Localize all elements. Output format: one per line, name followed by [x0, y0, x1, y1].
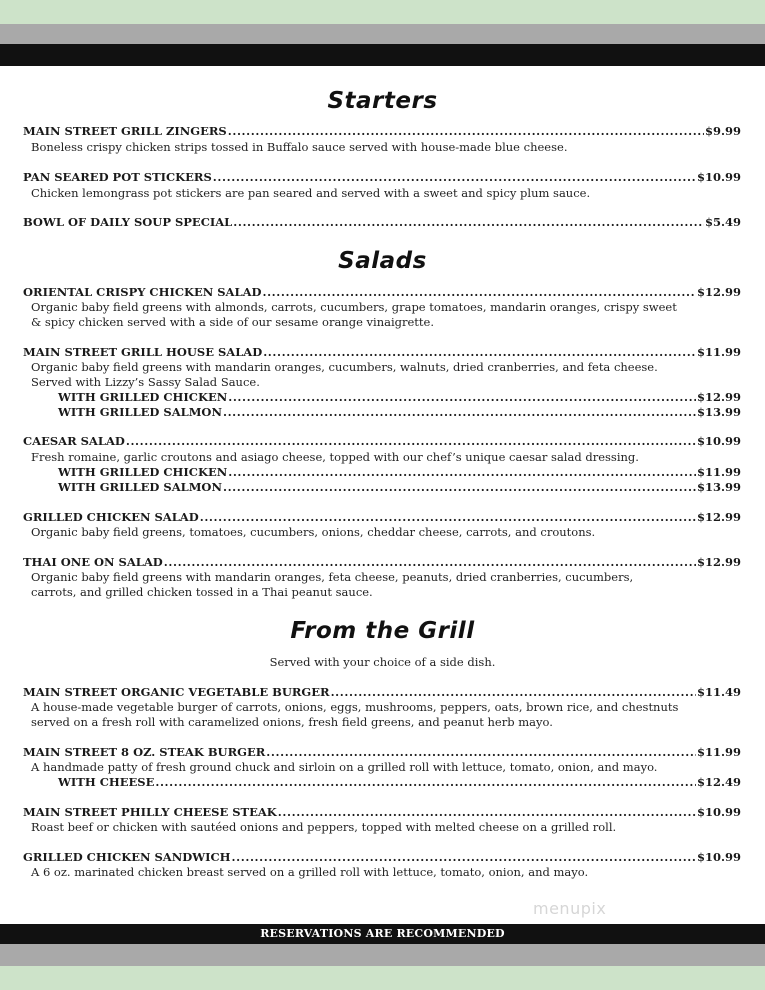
- item-name: MAIN STREET GRILL HOUSE SALAD: [23, 345, 263, 359]
- addon-name: WITH GRILLED CHICKEN: [58, 390, 228, 404]
- item-price: $10.99: [696, 805, 741, 819]
- menu-addon: [58, 405, 741, 419]
- item-price: $11.99: [696, 345, 741, 359]
- item-price: $10.99: [696, 850, 741, 864]
- item-price: $12.99: [696, 510, 741, 524]
- grill-title: From the Grill: [290, 618, 475, 644]
- menu-item: [23, 434, 741, 448]
- menu-addon: [58, 775, 741, 789]
- menu-item: [23, 215, 741, 229]
- addon-price: $13.99: [696, 405, 741, 419]
- menu-item: [23, 510, 741, 524]
- item-name: BOWL OF DAILY SOUP SPECIAL: [23, 215, 233, 229]
- item-description: Organic baby field greens with almonds, carrots, cucumbers, grape tomatoes, mandarin oranges, crispy sweet: [31, 300, 677, 314]
- salads-title: Salads: [338, 248, 427, 274]
- item-price: $11.99: [696, 745, 741, 759]
- menu-addon: [58, 465, 741, 479]
- menu-item: [23, 285, 741, 299]
- item-description: Roast beef or chicken with sautéed onions and peppers, topped with melted cheese on a grilled roll.: [31, 820, 617, 834]
- item-price: $11.49: [696, 685, 741, 699]
- item-description: Fresh romaine, garlic croutons and asiago cheese, topped with our chef’s unique caesar salad dressing.: [31, 450, 639, 464]
- menu-item: [23, 170, 741, 184]
- item-price: $10.99: [696, 170, 741, 184]
- item-name: ORIENTAL CRISPY CHICKEN SALAD: [23, 285, 262, 299]
- menu-addon: [58, 390, 741, 404]
- menu-item: [23, 805, 741, 819]
- menu-item: [23, 124, 741, 138]
- reservations-notice: RESERVATIONS ARE RECOMMENDED: [260, 927, 505, 940]
- menu-item: [23, 555, 741, 569]
- menu-item: [23, 345, 741, 359]
- item-description: Boneless crispy chicken strips tossed in Buffalo sauce served with house-made blue cheese.: [31, 140, 568, 154]
- item-price: $12.99: [696, 555, 741, 569]
- item-description: Organic baby field greens, tomatoes, cucumbers, onions, cheddar cheese, carrots, and croutons.: [31, 525, 596, 539]
- item-description: Organic baby field greens with mandarin oranges, feta cheese, peanuts, dried cranberries, cucumbers,: [31, 570, 634, 584]
- bottom-gray-band: [0, 944, 765, 966]
- item-name: GRILLED CHICKEN SANDWICH: [23, 850, 231, 864]
- item-name: PAN SEARED POT STICKERS: [23, 170, 212, 184]
- addon-price: $11.99: [696, 465, 741, 479]
- item-price: $5.49: [704, 215, 741, 229]
- item-name: CAESAR SALAD: [23, 434, 125, 448]
- addon-name: WITH GRILLED SALMON: [58, 480, 222, 494]
- addon-name: WITH GRILLED CHICKEN: [58, 465, 228, 479]
- item-price: $9.99: [704, 124, 741, 138]
- item-price: $12.99: [696, 285, 741, 299]
- menu-addon: [58, 480, 741, 494]
- top-black-band: [0, 44, 765, 66]
- grill-subtitle: Served with your choice of a side dish.: [269, 655, 496, 669]
- addon-price: $12.49: [696, 775, 741, 789]
- item-name: THAI ONE ON SALAD: [23, 555, 163, 569]
- item-price: $10.99: [696, 434, 741, 448]
- item-description: served on a fresh roll with caramelized onions, fresh field greens, and peanut herb mayo.: [31, 715, 553, 729]
- item-description: carrots, and grilled chicken tossed in a Thai peanut sauce.: [31, 585, 373, 599]
- item-name: MAIN STREET ORGANIC VEGETABLE BURGER: [23, 685, 330, 699]
- addon-price: $13.99: [696, 480, 741, 494]
- item-name: MAIN STREET 8 OZ. STEAK BURGER: [23, 745, 266, 759]
- menupix-watermark: menupix: [533, 899, 607, 918]
- starters-title: Starters: [327, 88, 438, 114]
- item-description: & spicy chicken served with a side of our sesame orange vinaigrette.: [31, 315, 435, 329]
- item-description: A 6 oz. marinated chicken breast served on a grilled roll with lettuce, tomato, onion, and mayo.: [31, 865, 589, 879]
- menu-item: [23, 685, 741, 699]
- menu-item: [23, 850, 741, 864]
- item-name: MAIN STREET PHILLY CHEESE STEAK: [23, 805, 277, 819]
- item-description: Served with Lizzy’s Sassy Salad Sauce.: [31, 375, 260, 389]
- item-name: GRILLED CHICKEN SALAD: [23, 510, 199, 524]
- bottom-green-band: [0, 966, 765, 990]
- item-description: Organic baby field greens with mandarin oranges, cucumbers, walnuts, dried cranberries, and feta cheese.: [31, 360, 658, 374]
- item-name: MAIN STREET GRILL ZINGERS: [23, 124, 227, 138]
- addon-name: WITH GRILLED SALMON: [58, 405, 222, 419]
- top-green-band: [0, 0, 765, 24]
- menu-item: [23, 745, 741, 759]
- item-description: Chicken lemongrass pot stickers are pan seared and served with a sweet and spicy plum sauce.: [31, 186, 591, 200]
- addon-name: WITH CHEESE: [58, 775, 155, 789]
- addon-price: $12.99: [696, 390, 741, 404]
- item-description: A handmade patty of fresh ground chuck and sirloin on a grilled roll with lettuce, tomato, onion, and mayo.: [31, 760, 658, 774]
- top-gray-band: [0, 24, 765, 44]
- item-description: A house-made vegetable burger of carrots, onions, eggs, mushrooms, peppers, oats, brown rice, and chestnuts: [31, 700, 679, 714]
